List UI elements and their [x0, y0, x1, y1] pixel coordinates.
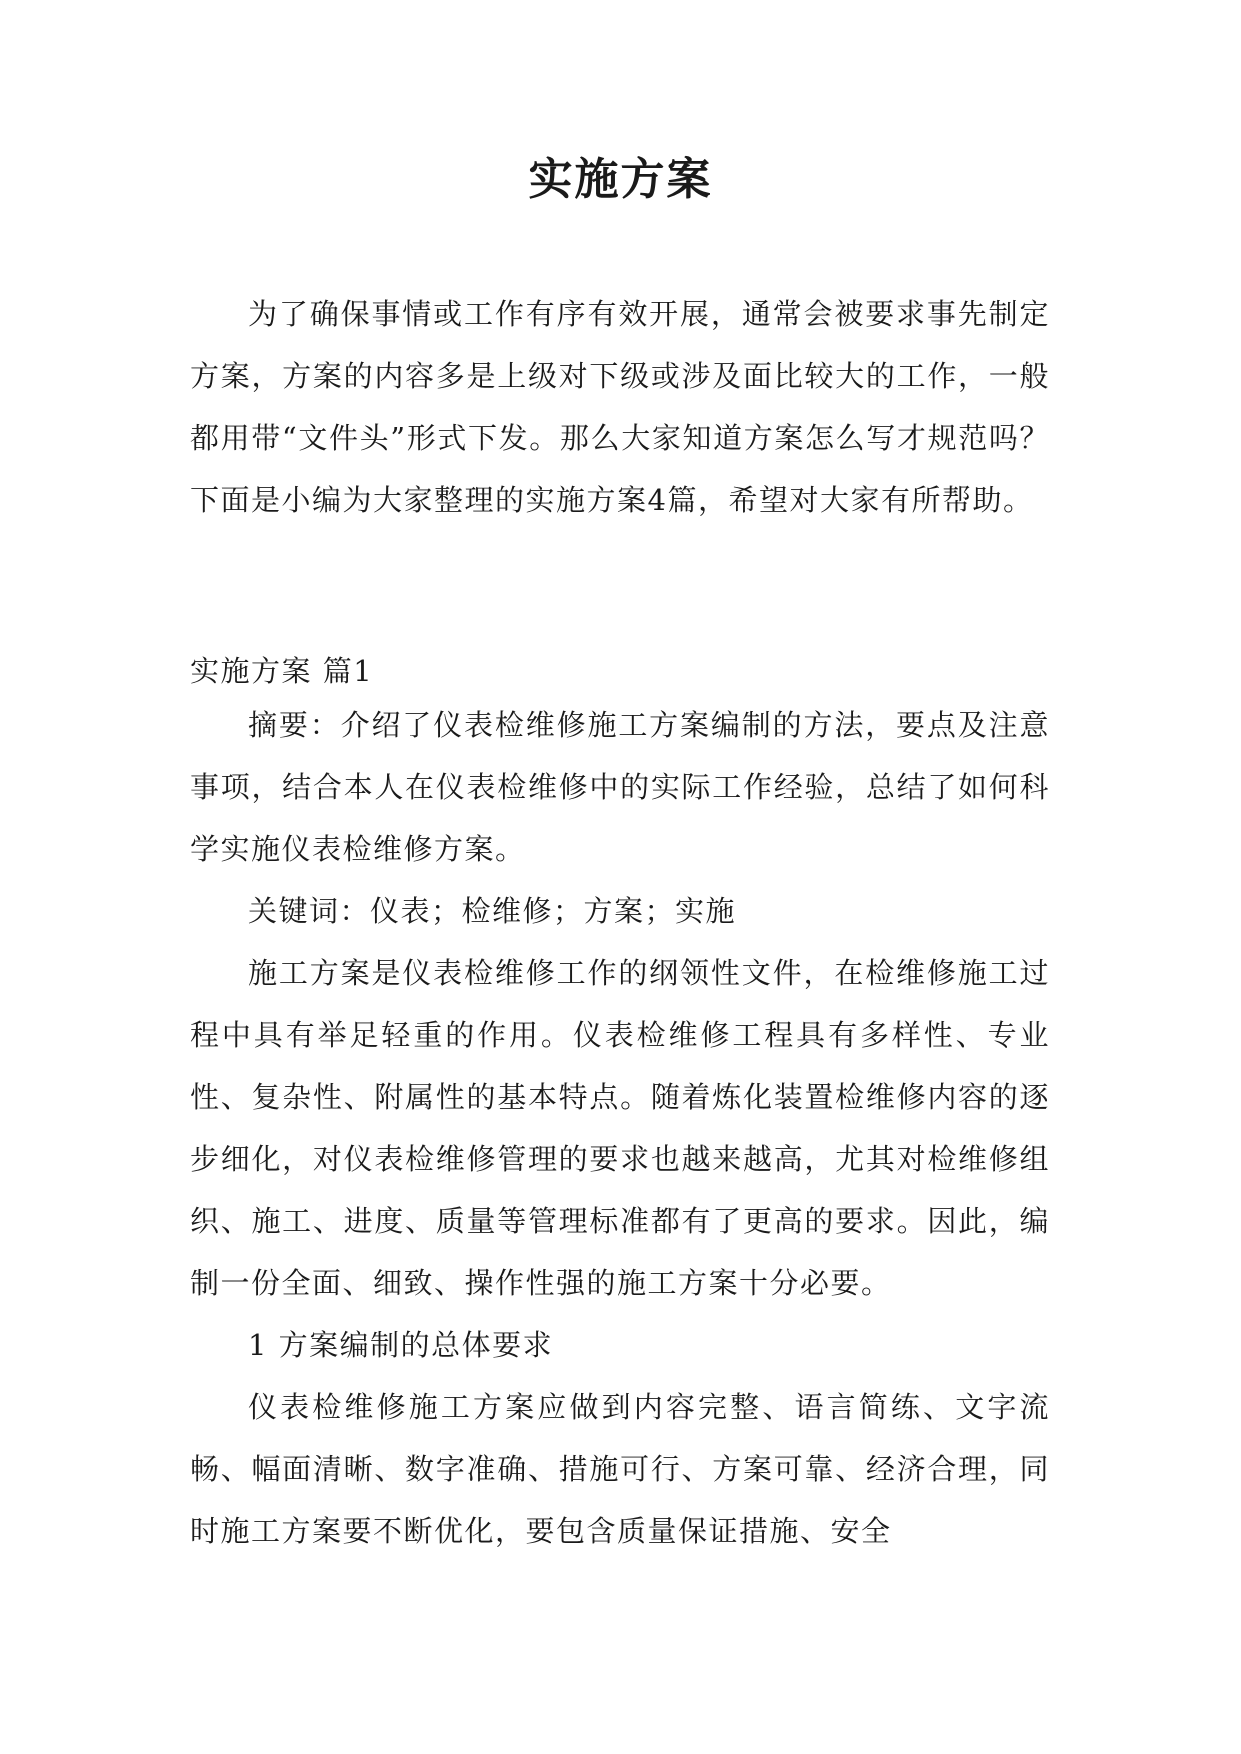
abstract-paragraph: 摘要：介绍了仪表检维修施工方案编制的方法，要点及注意事项，结合本人在仪表检维修中的实际工作经验，总结了如何科学实施仪表检维修方案。	[190, 708, 1050, 866]
section-body	[190, 694, 1050, 1562]
body-paragraph: 仪表检维修施工方案应做到内容完整、语言简练、文字流畅、幅面清晰、数字准确、措施可行、方案可靠、经济合理，同时施工方案要不断优化，要包含质量保证措施、安全	[190, 1390, 1050, 1548]
subheading-paragraph: 1 方案编制的总体要求	[248, 1328, 554, 1362]
document-title: 实施方案	[528, 154, 713, 205]
intro-paragraph: 为了确保事情或工作有序有效开展，通常会被要求事先制定方案，方案的内容多是上级对下级或涉及面比较大的工作，一般都用带“文件头”形式下发。那么大家知道方案怎么写才规范吗？下面是小编为大家整理的实施方案4篇，希望对大家有所帮助。	[190, 297, 1050, 517]
body-paragraph: 施工方案是仪表检维修工作的纲领性文件，在检维修施工过程中具有举足轻重的作用。仪表检维修工程具有多样性、专业性、复杂性、附属性的基本特点。随着炼化装置检维修内容的逐步细化，对仪表检维修管理的要求也越来越高，尤其对检维修组织、施工、进度、质量等管理标准都有了更高的要求。因此，编制一份全面、细致、操作性强的施工方案十分必要。	[190, 956, 1050, 1300]
section-heading: 实施方案 篇1	[190, 654, 374, 688]
keywords-paragraph: 关键词：仪表；检维修；方案；实施	[248, 894, 737, 928]
